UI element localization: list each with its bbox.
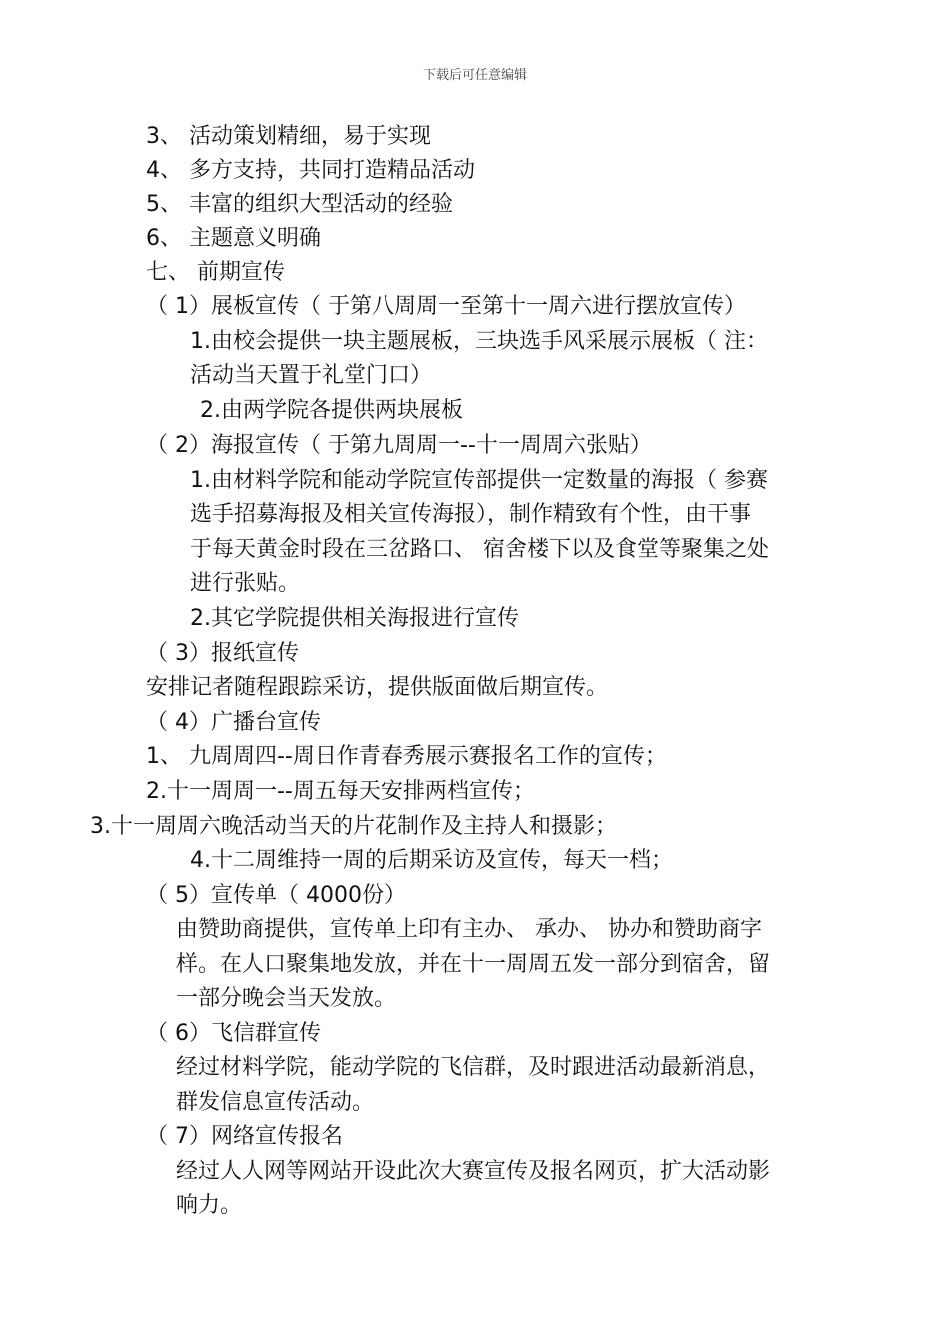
text-line: 安排记者随程跟踪采访，提供版面做后期宣传。 bbox=[146, 675, 609, 700]
text-line: 进行张贴。 bbox=[190, 571, 301, 596]
text-line: 6、 主题意义明确 bbox=[146, 226, 321, 251]
subsection-heading: （ 2）海报宣传（ 于第九周周一--十一周周六张贴） bbox=[146, 433, 652, 458]
text-line: 群发信息宣传活动。 bbox=[176, 1090, 375, 1115]
text-line: 3、 活动策划精细，易于实现 bbox=[146, 124, 431, 149]
text-line: 响力。 bbox=[176, 1193, 243, 1218]
text-line: 活动当天置于礼堂门口） bbox=[190, 363, 433, 388]
page-header: 下载后可任意编辑 bbox=[422, 68, 527, 83]
text-line: 一部分晚会当天发放。 bbox=[176, 986, 397, 1011]
subsection-heading: （ 4）广播台宣传 bbox=[146, 710, 321, 735]
text-line: 经过人人网等网站开设此次大赛宣传及报名网页，扩大活动影 bbox=[176, 1159, 771, 1184]
subsection-heading: （ 5）宣传单（ 4000份） bbox=[146, 883, 406, 908]
text-line: 1、 九周周四--周日作青春秀展示赛报名工作的宣传； bbox=[146, 744, 667, 769]
text-line: 2.其它学院提供相关海报进行宣传 bbox=[190, 606, 519, 631]
subsection-heading: （ 6）飞信群宣传 bbox=[146, 1021, 321, 1046]
text-line: 1.由校会提供一块主题展板，三块选手风采展示展板（ 注： bbox=[190, 329, 768, 354]
text-line: 3.十一周周六晚活动当天的片花制作及主持人和摄影； bbox=[90, 814, 617, 839]
subsection-heading: （ 1）展板宣传（ 于第八周周一至第十一周六进行摆放宣传） bbox=[146, 294, 746, 319]
subsection-heading: （ 3）报纸宣传 bbox=[146, 641, 299, 666]
text-line: 5、 丰富的组织大型活动的经验 bbox=[146, 192, 453, 217]
text-line: 由赞助商提供，宣传单上印有主办、 承办、 协办和赞助商字 bbox=[176, 917, 762, 942]
text-line: 2.十一周周一--周五每天安排两档宣传； bbox=[146, 779, 535, 804]
subsection-heading: （ 7）网络宣传报名 bbox=[146, 1124, 343, 1149]
text-line: 于每天黄金时段在三岔路口、 宿舍楼下以及食堂等聚集之处 bbox=[190, 537, 769, 562]
text-line: 2.由两学院各提供两块展板 bbox=[200, 398, 463, 423]
section-heading: 七、 前期宣传 bbox=[146, 260, 285, 285]
text-line: 4、 多方支持，共同打造精品活动 bbox=[146, 158, 475, 183]
text-line: 选手招募海报及相关宣传海报），制作精致有个性，由干事 bbox=[190, 502, 752, 527]
text-line: 4.十二周维持一周的后期采访及宣传，每天一档； bbox=[190, 848, 673, 873]
text-line: 样。在人口聚集地发放，并在十一周周五发一部分到宿舍，留 bbox=[176, 952, 771, 977]
text-line: 经过材料学院，能动学院的飞信群，及时跟进活动最新消息， bbox=[176, 1055, 771, 1080]
text-line: 1.由材料学院和能动学院宣传部提供一定数量的海报（ 参赛 bbox=[190, 468, 768, 493]
